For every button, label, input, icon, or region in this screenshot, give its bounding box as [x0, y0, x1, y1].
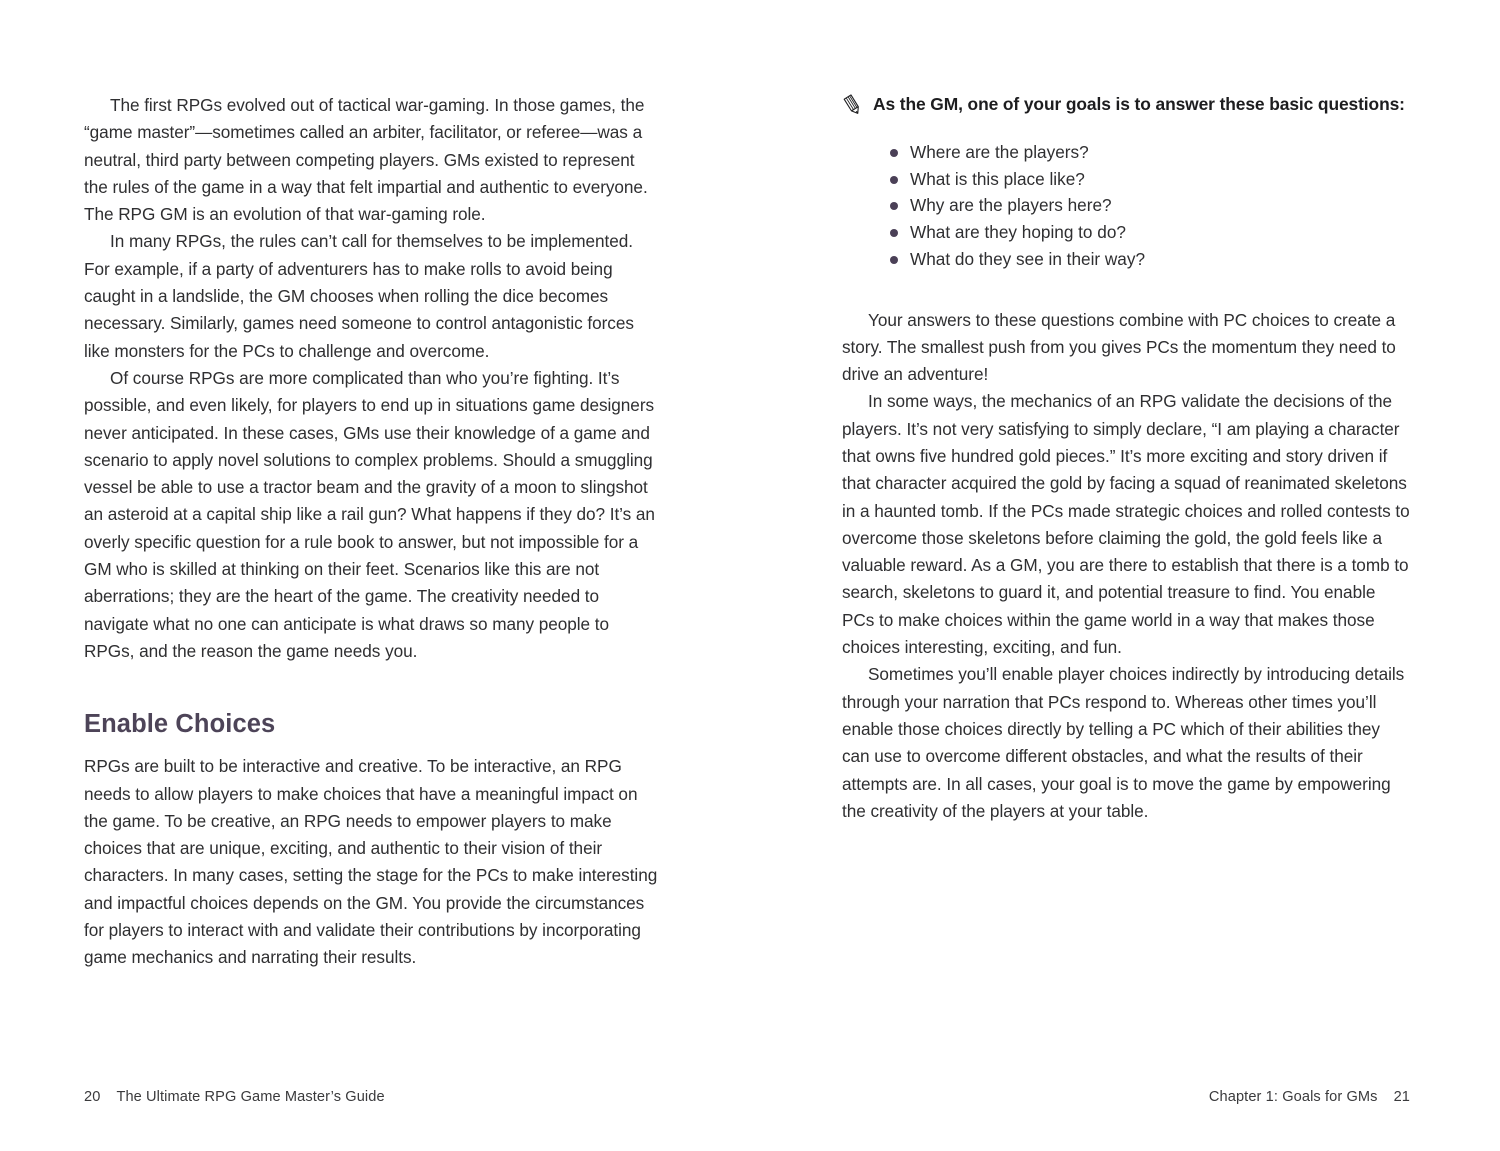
- callout-title: As the GM, one of your goals is to answer these basic questions:: [873, 94, 1405, 114]
- list-item-label: What are they hoping to do?: [910, 222, 1126, 243]
- bullet-icon: [890, 202, 898, 210]
- bullet-icon: [890, 229, 898, 237]
- bullet-icon: [890, 176, 898, 184]
- paragraph: In many RPGs, the rules can’t call for themselves to be implemented. For example, if a party of adventurers has to make rolls to avoid being caught in a landslide, the GM chooses when rolling the dice becomes necessary. Similarly, games need someone to control antagonistic forces like monsters for the PCs to challenge and overcome.: [84, 231, 634, 361]
- right-page-text-column: [842, 92, 1410, 825]
- paragraph: RPGs are built to be interactive and creative. To be interactive, an RPG needs to allow players to make choices that have a meaningful impact on the game. To be creative, an RPG needs to empower players to make choices that are unique, exciting, and authentic to their vision of their characters. In many cases, setting the stage for the PCs to make interesting and impactful choices depends on the GM. You provide the circumstances for players to interact with and validate their contributions by incorporating game mechanics and narrating their results.: [84, 756, 658, 968]
- callout-block: [842, 92, 1410, 117]
- list-item-label: Why are the players here?: [910, 195, 1112, 216]
- list-item-label: Where are the players?: [910, 142, 1089, 162]
- right-page: [750, 0, 1500, 1151]
- list-item-label: What do they see in their way?: [910, 248, 1146, 269]
- bullet-icon: [890, 149, 898, 157]
- list-item-label: What is this place like?: [910, 168, 1085, 189]
- footer-title: The Ultimate RPG Game Master’s Guide: [116, 1089, 385, 1105]
- right-page-footer: [1209, 1089, 1410, 1105]
- left-page-footer: [84, 1089, 385, 1105]
- footer-title: Chapter 1: Goals for GMs: [1208, 1089, 1378, 1105]
- paragraph: Of course RPGs are more complicated than who you’re fighting. It’s possible, and even likely, for players to end up in situations game designers never anticipated. In these cases, GMs use their knowledge of a game and scenario to apply novel solutions to complex problems. Should a smuggling vessel be able to use a tractor beam and the gravity of a moon to slingshot an asteroid at a capital ship like a rail gun? What happens if they do? It’s an overly specific question for a rule book to answer, but not impossible for a GM who is skilled at thinking on their feet. Scenarios like this are not aberrations; they are the heart of the game. The creativity needed to navigate what no one can anticipate is what draws so many people to RPGs, and the reason the game needs you.: [84, 367, 655, 661]
- question-list: [842, 139, 1410, 273]
- section-heading: Enable Choices: [84, 710, 276, 739]
- pencil-icon: [842, 93, 864, 117]
- bullet-icon: [890, 256, 898, 264]
- list-item: [890, 139, 1410, 166]
- paragraph: In some ways, the mechanics of an RPG validate the decisions of the players. It’s not very satisfying to simply declare, “I am playing a character that owns five hundred gold pieces.” It’s more exciting and story driven if that character acquired the gold by facing a squad of reanimated skeletons in a haunted tomb. If the PCs made strategic choices and rolled contests to overcome those skeletons before claiming the gold, the gold feels like a valuable reward. As a GM, you are there to establish that there is a tomb to search, skeletons to guard it, and potential treasure to find. You enable PCs to make choices within the game world in a way that makes those choices interesting, exciting, and fun.: [842, 391, 1410, 658]
- left-page-text-column: [84, 92, 658, 972]
- page-number: 20: [84, 1089, 101, 1105]
- paragraph: Sometimes you’ll enable player choices indirectly by introducing details through your narration that PCs respond to. Whereas other times you’ll enable those choices directly by telling a PC which of their abilities they can use to overcome different obstacles, and what the results of their attempts are. In all cases, your goal is to move the game by empowering the creativity of the players at your table.: [842, 664, 1405, 821]
- list-item: [890, 246, 1410, 273]
- page-number: 21: [1393, 1089, 1410, 1105]
- paragraph: Your answers to these questions combine with PC choices to create a story. The smallest push from you gives PCs the momentum they need to drive an adventure!: [842, 309, 1396, 385]
- list-item: [890, 166, 1410, 193]
- list-item: [890, 192, 1410, 219]
- list-item: [890, 219, 1410, 246]
- paragraph: The first RPGs evolved out of tactical war-gaming. In those games, the “game master”—sometimes called an arbiter, facilitator, or referee—was a neutral, third party between competing players. GMs existed to represent the rules of the game in a way that felt impartial and authentic to everyone. The RPG GM is an evolution of that war-gaming role.: [84, 95, 648, 225]
